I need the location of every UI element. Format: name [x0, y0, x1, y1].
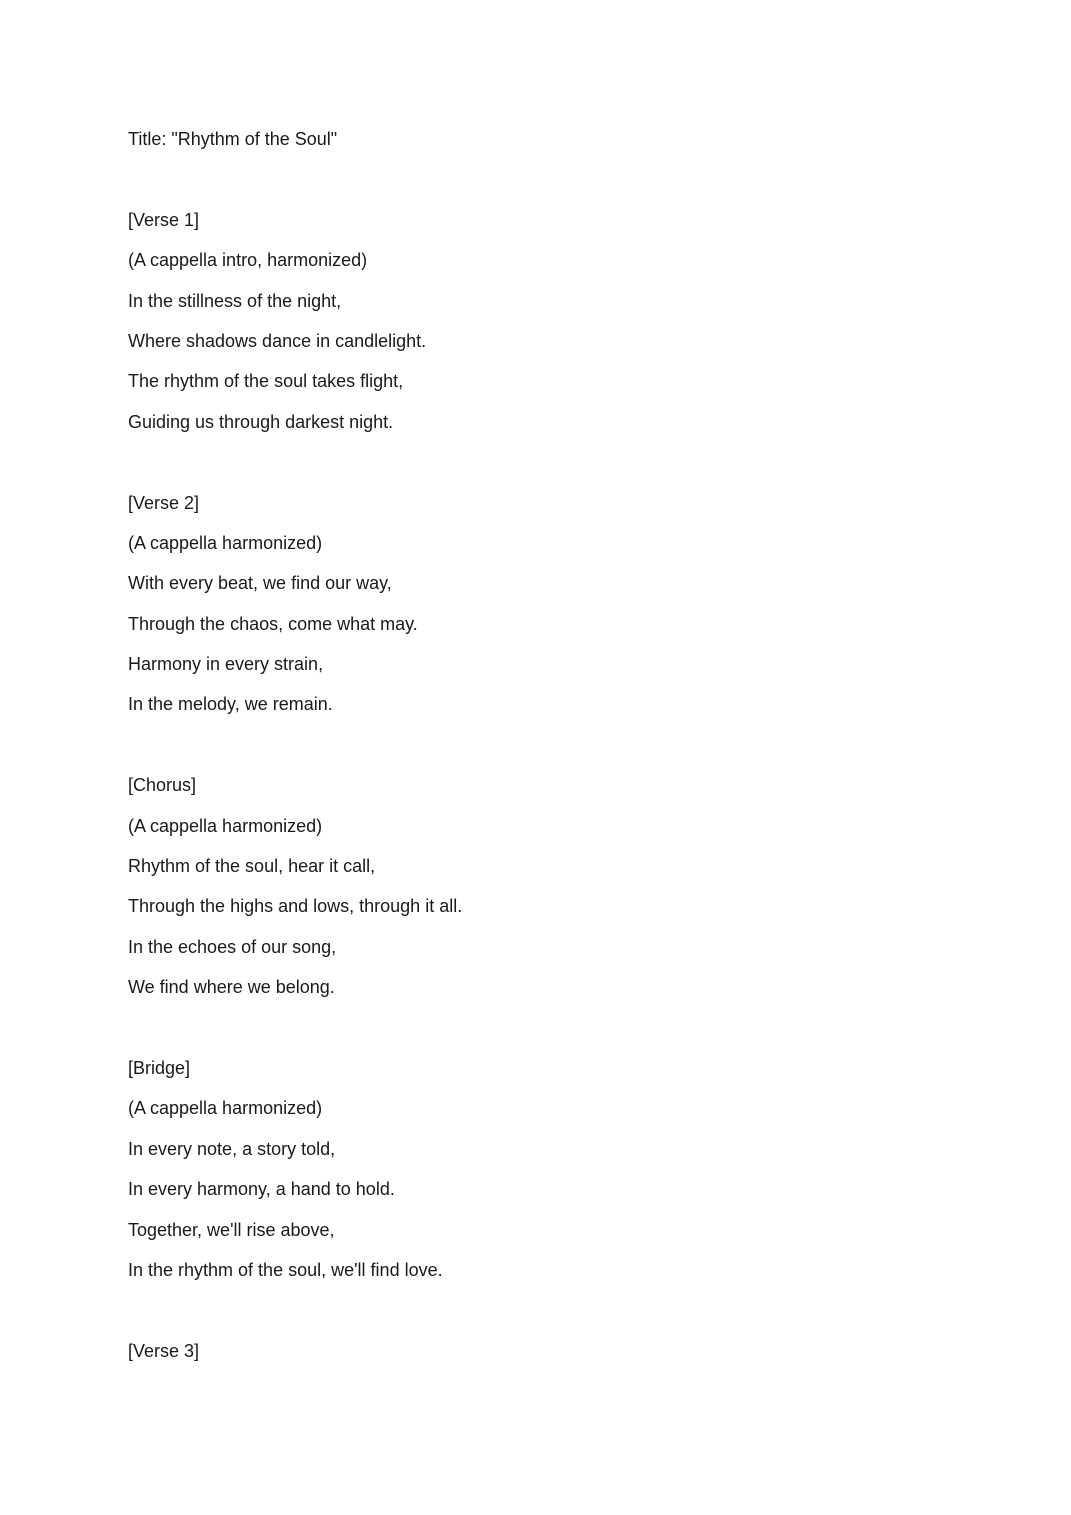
lyric-line: We find where we belong.: [128, 977, 335, 998]
lyric-line: In every harmony, a hand to hold.: [128, 1179, 395, 1200]
section-heading-verse-1: [Verse 1]: [128, 209, 200, 230]
lyric-line: Harmony in every strain,: [128, 654, 324, 675]
lyric-line: With every beat, we find our way,: [128, 573, 392, 594]
lyric-line: (A cappella harmonized): [128, 1098, 323, 1119]
section-heading-verse-3: [Verse 3]: [128, 1340, 200, 1361]
spacer: [128, 733, 928, 773]
lyric-line: Guiding us through darkest night.: [128, 411, 394, 432]
document-page: [128, 127, 928, 1379]
spacer: [128, 1298, 928, 1338]
lyric-line: In the stillness of the night,: [128, 290, 342, 311]
lyric-line: Rhythm of the soul, hear it call,: [128, 856, 376, 877]
lyric-line: Where shadows dance in candlelight.: [128, 330, 427, 351]
lyric-line: In the melody, we remain.: [128, 694, 333, 715]
spacer: [128, 450, 928, 490]
spacer: [128, 1016, 928, 1056]
spacer: [128, 167, 928, 207]
lyric-line: (A cappella harmonized): [128, 815, 323, 836]
lyric-line: Through the chaos, come what may.: [128, 613, 418, 634]
lyric-line: (A cappella harmonized): [128, 532, 323, 553]
song-title: Title: "Rhythm of the Soul": [128, 129, 338, 149]
section-heading-bridge: [Bridge]: [128, 1057, 191, 1078]
lyric-line: Together, we'll rise above,: [128, 1219, 335, 1240]
lyric-line: In the rhythm of the soul, we'll find love.: [128, 1259, 443, 1280]
lyric-line: Through the highs and lows, through it all.: [128, 896, 463, 917]
lyric-line: The rhythm of the soul takes flight,: [128, 371, 404, 392]
lyric-line: (A cappella intro, harmonized): [128, 250, 368, 271]
section-heading-chorus: [Chorus]: [128, 775, 197, 796]
lyric-line: In the echoes of our song,: [128, 936, 337, 957]
section-heading-verse-2: [Verse 2]: [128, 492, 200, 513]
lyric-line: In every note, a story told,: [128, 1138, 336, 1159]
